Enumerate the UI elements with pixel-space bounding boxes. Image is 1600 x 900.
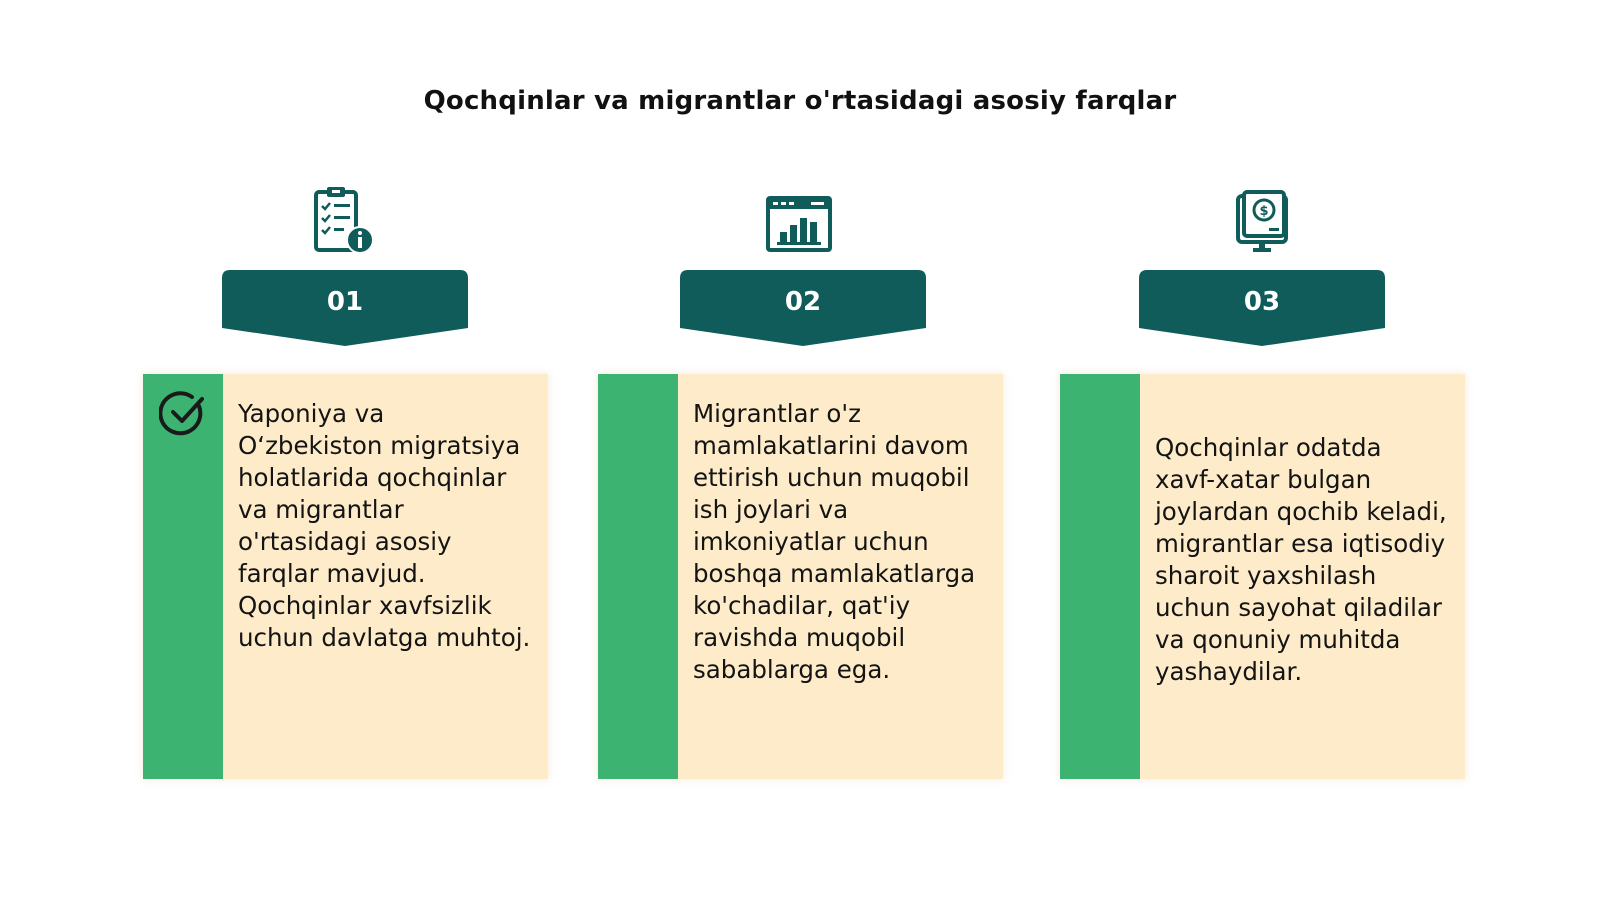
- svg-text:$: $: [1259, 204, 1269, 219]
- info-card-02: [598, 374, 1003, 779]
- card-accent-bar: [1060, 374, 1140, 779]
- card-text: Qochqinlar odatda xavf-xatar bulgan joylardan qochib keladi, migrantlar esa iqtisodiy sharoit yaxshilash uchun sayohat qiladilar va qonuniy muhitda yashaydilar.: [1155, 433, 1447, 686]
- card-accent-bar: [143, 374, 223, 779]
- info-card-03: [1060, 374, 1465, 779]
- clipboard-checklist-info-icon: [310, 186, 380, 256]
- card-accent-bar: [598, 374, 678, 779]
- step-number: 02: [784, 287, 822, 317]
- step-badge-02: [680, 270, 926, 348]
- check-circle-icon: [159, 390, 207, 438]
- bar-chart-window-icon: [765, 186, 835, 256]
- dollar-monitor-icon: [1227, 186, 1297, 256]
- step-badge-01: [222, 270, 468, 348]
- card-text: Yaponiya va O‘zbekiston migratsiya holatlarida qochqinlar va migrantlar o'rtasidagi asosiy farqlar mavjud. Qochqinlar xavfsizlik uchun davlatga muhtoj.: [238, 399, 531, 652]
- card-text: Migrantlar o'z mamlakatlarini davom ettirish uchun muqobil ish joylari va imkoniyatlar uchun boshqa mamlakatlarga ko'chadilar, qat'iy ravishda muqobil sabablarga ega.: [693, 399, 976, 684]
- page-title: Qochqinlar va migrantlar o'rtasidagi asosiy farqlar: [423, 86, 1177, 116]
- step-badge-03: [1139, 270, 1385, 348]
- step-number: 03: [1243, 287, 1281, 317]
- info-card-01: [143, 374, 548, 779]
- step-number: 01: [326, 287, 364, 317]
